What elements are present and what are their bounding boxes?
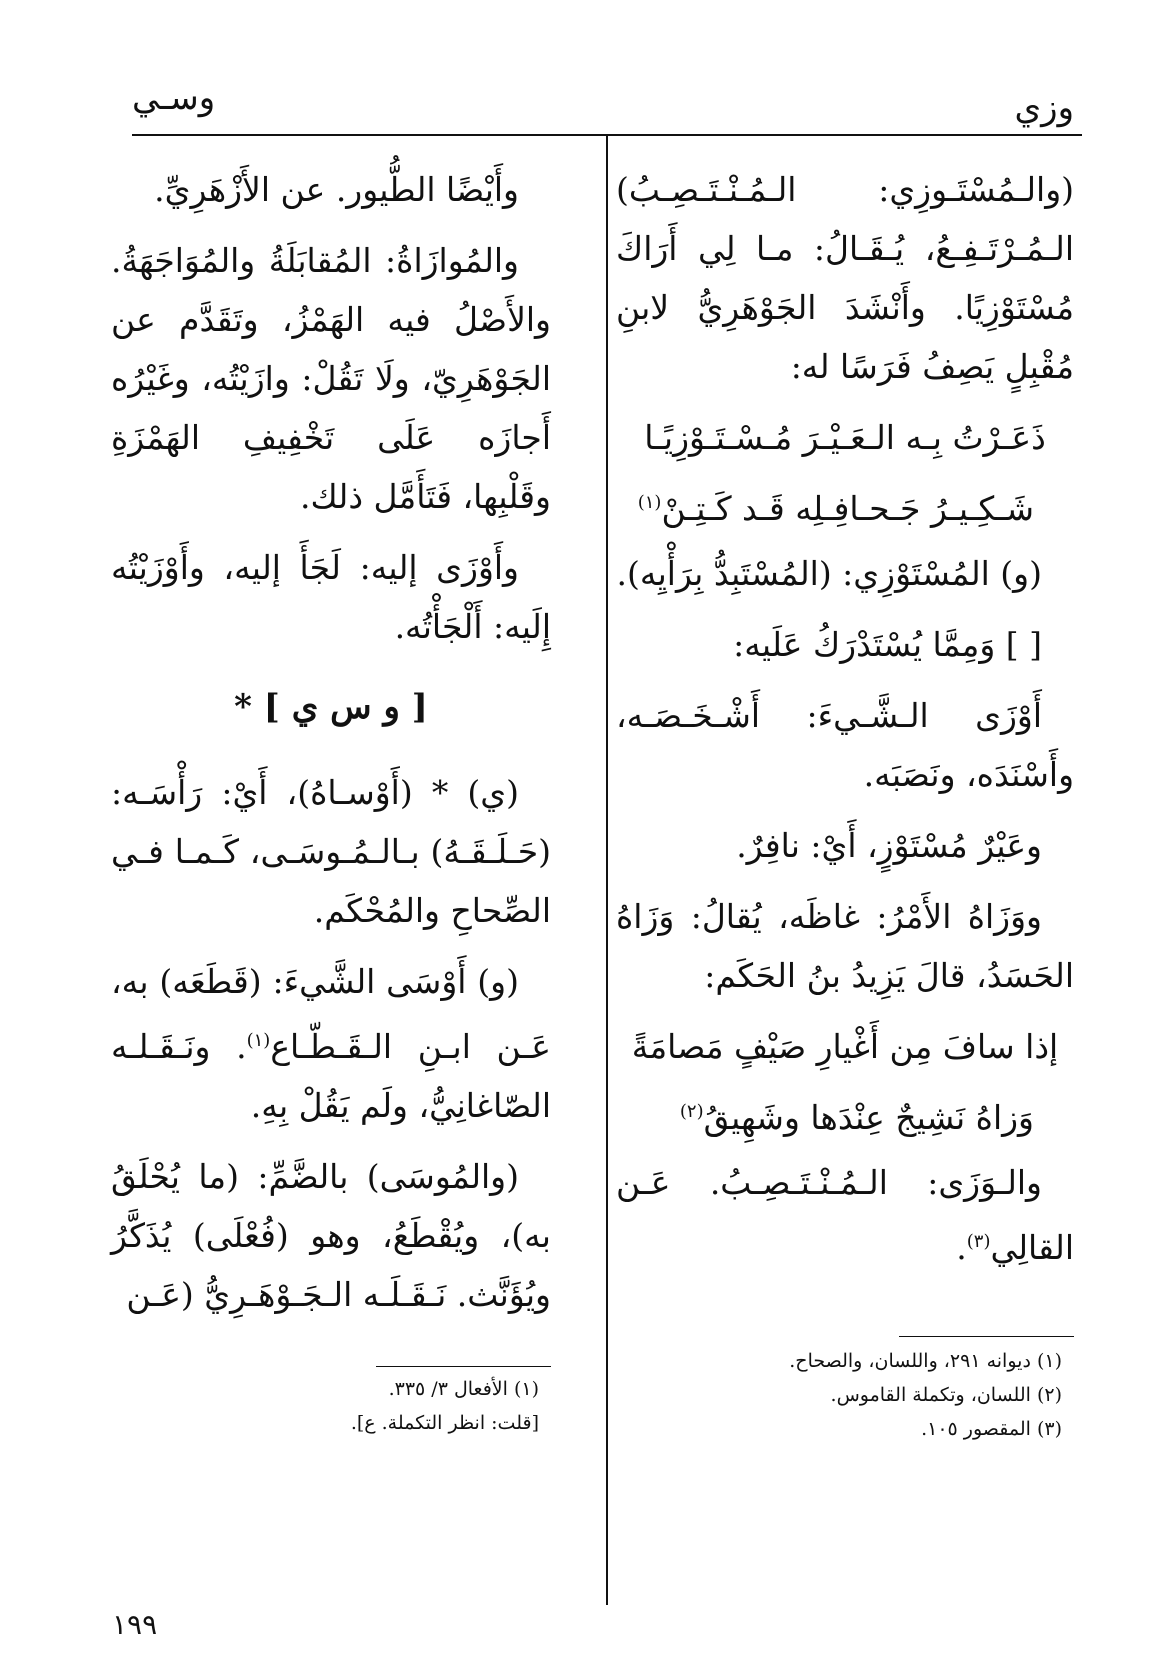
paragraph-text: (و) أَوْسَى الشَّيءَ: (قَطَعَه) به، عَـن ابـنِ الـقَـطّـاع: [111, 962, 551, 1066]
page-number: ١٩٩: [112, 1608, 158, 1641]
entry-paragraph: والمُوازَاةُ: المُقابَلَةُ والمُوَاجَهَةُ. والأَصْلُ فيه الهَمْزُ، وتَقَدَّم عن الجَوْهَرِيّ، ولَا تَقُلْ: وازَيْتُه، وغَيْرُه أَجازَه عَلَى تَخْفِيفِ الهَمْزَةِ وقَلْبِها، فَتَأَمَّل ذلك.: [111, 241, 551, 516]
footnote-marker: (٣): [966, 1231, 991, 1252]
footnote-rule: [376, 1366, 551, 1367]
paragraph-end: .: [956, 1228, 967, 1267]
footnote: (٣) المقصور ١٠٥.: [921, 1418, 1062, 1440]
paragraph-text: والـوَزَى: الـمُـنْـتَـصِـبُ. عَـن القالِي: [616, 1163, 1074, 1267]
paragraph-text: . ونَـقَـلـه الصّاغانِيُّ، ولَم يَقُلْ بِهِ.: [111, 1027, 551, 1125]
entry-paragraph: وأَيْضًا الطُّيور. عن الأَزْهَرِيِّ.: [154, 170, 519, 209]
entry-paragraph: أَوْزَى الـشَّـيءَ: أَشْـخَـصَـه، وأَسْنَدَه، ونَصَبَه.: [616, 696, 1074, 794]
entry-paragraph: وأَوْزَى إليه: لَجَأَ إليه، وأَوْزَيْتُه إِلَيه: أَلْجَأْتُه.: [111, 548, 551, 646]
footnote-marker: (١): [246, 1030, 271, 1051]
entry-paragraph: (ي) * (أَوْسـاهُ)، أَيْ: رَأْسَـه: (حَـلَـقَـهُ) بـالـمُـوسَـى، كَـمـا فـي الصِّحاحِ والمُحْكَم.: [111, 773, 551, 930]
header-root-left: وسـي: [132, 78, 216, 118]
entry-paragraph: (والـمُسْتَـوزِي: الـمُـنْـتَـصِـبُ) الـمُـرْتَـفِـعُ، يُـقَـالُ: مـا لِي أَرَاكَ مُسْتَوْزِيًا. وأَنْشَدَ الجَوْهَرِيُّ لابنِ مُقْبِلٍ يَصِفُ فَرَسًا له:: [616, 170, 1074, 386]
entry-paragraph: [ ] وَمِمَّا يُسْتَدْرَكُ عَلَيه:: [733, 625, 1042, 664]
entry-paragraph: وعَيْرٌ مُسْتَوْزٍ، أَيْ: نافِرٌ.: [736, 826, 1042, 865]
footnote: (١) ديوانه ٢٩١، واللسان، والصحاح.: [789, 1350, 1062, 1372]
verse-text: شَـكِـيـرُ جَـحـافِـلِه قَـد كَـتِـنْ: [661, 489, 1034, 528]
left-column: [111, 160, 551, 1336]
entry-paragraph: (والمُوسَى) بالضَّمِّ: (ما يُحْلَقُ به)، ويُقْطَعُ، وهو (فُعْلَى) يُذَكَّرُ ويُؤَنَّث. نَـقَـلَـه الـجَـوْهَـرِيُّ (عَـن: [111, 1157, 551, 1314]
footnote-marker: (١): [637, 492, 662, 513]
verse-line: [616, 1082, 1074, 1147]
footnotes-right: [642, 1344, 1062, 1446]
entry-paragraph: (و) المُسْتَوْزِي: (المُسْتَبِدُّ بِرَأْيِه).: [616, 554, 1042, 593]
entry-paragraph: ووَزَاهُ الأَمْرُ: غاظَه، يُقالُ: وَزَاهُ الحَسَدُ، قالَ يَزِيدُ بنُ الحَكَم:: [616, 897, 1074, 995]
footnote-marker: (٢): [679, 1101, 704, 1122]
entry-paragraph: [616, 1153, 1074, 1277]
footnote: (١) الأفعال ٣/ ٣٣٥.: [388, 1378, 539, 1400]
entry-paragraph: [111, 952, 551, 1135]
verse-text: وَزاهُ نَشِيجٌ عِنْدَها وشَهِيقُ: [703, 1098, 1034, 1137]
footnotes-left: [119, 1372, 539, 1440]
footnote: [قلت: انظر التكملة. ع].: [350, 1412, 539, 1434]
verse-line: [616, 473, 1074, 538]
right-column: [616, 160, 1074, 1289]
header-root-right: وزي: [1014, 88, 1074, 128]
verse-line: ذَعَـرْتُ بِـه الـعَـيْـرَ مُـسْـتَـوْزِيًـا: [644, 418, 1046, 457]
entry-heading: [ و س ي ] *: [234, 687, 428, 727]
verse-line: إذا سافَ مِن أَغْيارِ صَيْفٍ مَصامَةً: [631, 1027, 1059, 1066]
footnote: (٢) اللسان، وتكملة القاموس.: [830, 1384, 1062, 1406]
column-separator: [606, 135, 608, 1605]
footnote-rule: [899, 1336, 1074, 1337]
